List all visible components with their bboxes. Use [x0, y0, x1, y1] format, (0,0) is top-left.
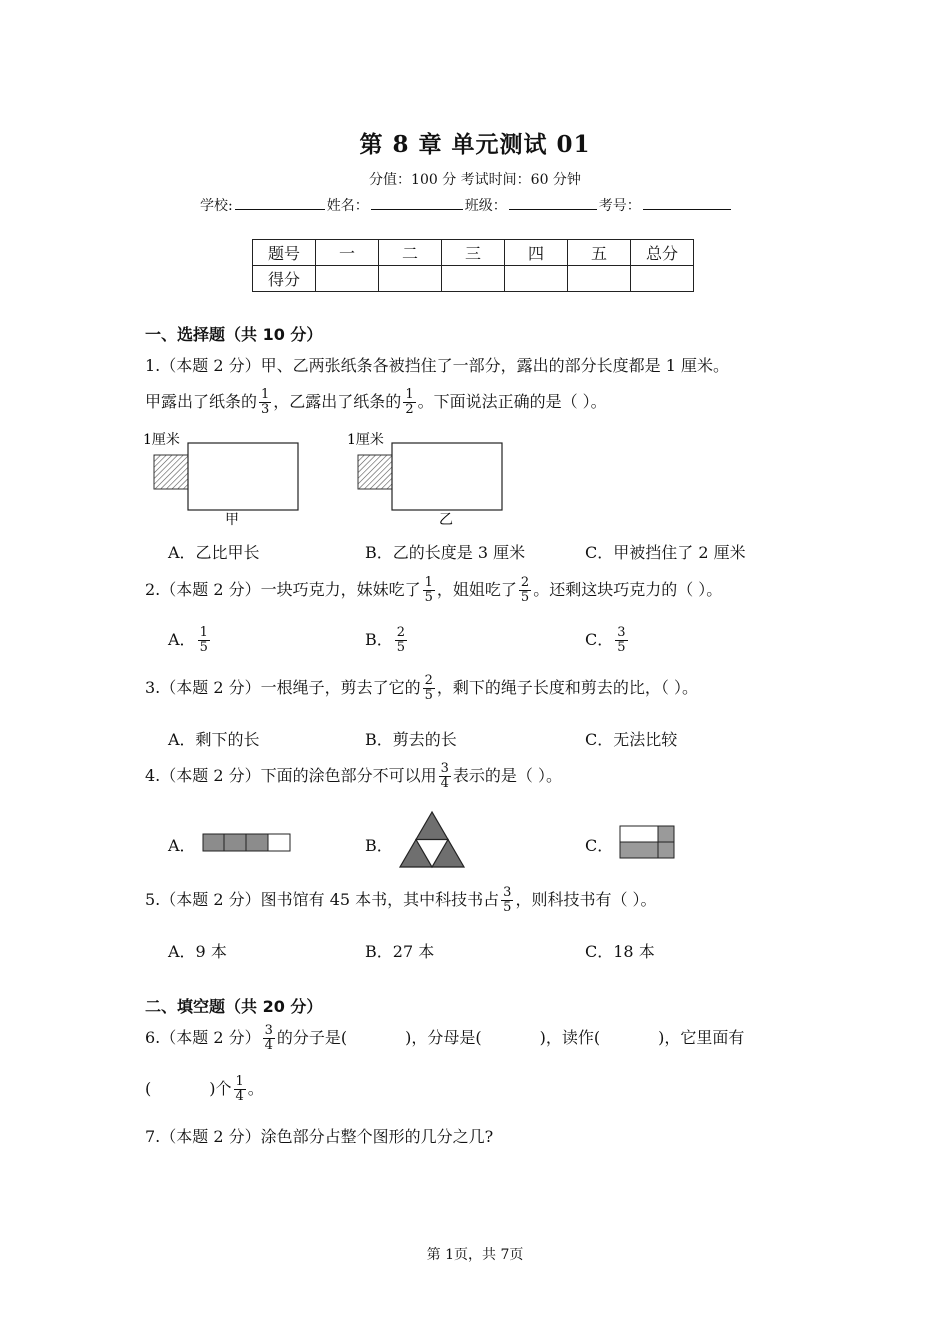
score-cell[interactable] — [568, 266, 631, 292]
fraction-denominator: 5 — [396, 640, 406, 655]
question-5 — [145, 886, 657, 915]
strip-b-cover — [392, 443, 502, 510]
fraction — [615, 626, 627, 655]
q2-text-b: ，姐姐吃了 — [436, 580, 517, 599]
q4-figure-a-bar — [202, 832, 292, 854]
question-4 — [145, 762, 562, 791]
q5-text-a: 5.（本题 2 分）图书馆有 45 本书，其中科技书占 — [145, 890, 500, 909]
q1-option-b[interactable]: B．乙的长度是 3 厘米 — [365, 543, 526, 562]
fraction — [259, 388, 271, 417]
q4-option-b[interactable]: B． — [365, 836, 393, 855]
class-blank[interactable] — [509, 195, 597, 210]
fraction-denominator: 5 — [503, 900, 512, 915]
page-title: 第 8 章 单元测试 01 — [359, 131, 591, 158]
score-table-header-row — [253, 240, 694, 266]
fraction — [263, 1024, 275, 1053]
fraction-denominator: 4 — [264, 1038, 273, 1053]
q1-option-c[interactable]: C．甲被挡住了 2 厘米 — [585, 543, 746, 562]
strip-a-cover — [188, 443, 298, 510]
fraction — [198, 626, 210, 655]
fraction — [423, 576, 435, 605]
q5-option-a[interactable]: A．9 本 — [168, 942, 227, 961]
fraction — [519, 576, 531, 605]
bar-cell-empty — [268, 834, 290, 851]
strip-a-visible-part — [154, 455, 188, 489]
fraction-numerator: 3 — [617, 625, 626, 640]
rect-part-shaded — [658, 842, 674, 858]
q6-text-c: )，分母是( — [405, 1028, 482, 1047]
q5-option-c[interactable]: C．18 本 — [585, 942, 655, 961]
section-heading-choice: 一、选择题（共 10 分） — [145, 325, 323, 344]
q4-text-b: 表示的是（ ）。 — [452, 766, 562, 785]
fraction — [423, 674, 435, 703]
strip-b-caption: 乙 — [439, 512, 453, 528]
q6-text-a: 6.（本题 2 分） — [145, 1028, 261, 1047]
fraction-numerator: 1 — [405, 387, 414, 402]
fraction-numerator: 2 — [520, 575, 530, 590]
fraction-numerator: 1 — [261, 387, 270, 402]
page-footer: 第 1页，共 7页 — [426, 1247, 524, 1263]
q1-text-a: 甲露出了纸条的 — [145, 392, 258, 411]
fraction-numerator: 3 — [440, 761, 449, 776]
name-blank[interactable] — [371, 195, 463, 210]
q2-text-c: 。还剩这块巧克力的（ ）。 — [533, 580, 723, 599]
fraction-denominator: 2 — [405, 402, 414, 417]
rect-part-shaded — [658, 826, 674, 842]
bar-cell-shaded — [224, 834, 246, 851]
q3-option-b[interactable]: B．剪去的长 — [365, 730, 457, 749]
fraction-denominator: 5 — [520, 590, 530, 605]
question-1-line2 — [145, 388, 607, 417]
q4-figure-c-rectangle — [618, 824, 678, 862]
q4-text-a: 4.（本题 2 分）下面的涂色部分不可以用 — [145, 766, 437, 785]
strip-b-label: 1厘米 — [347, 432, 384, 448]
fraction-numerator: 1 — [235, 1074, 244, 1089]
question-2 — [145, 576, 722, 605]
q5-option-b[interactable]: B．27 本 — [365, 942, 435, 961]
fraction-denominator: 5 — [424, 590, 433, 605]
score-row-label: 得分 — [253, 266, 316, 292]
fraction-numerator: 2 — [396, 625, 406, 640]
fraction-denominator: 5 — [199, 640, 208, 655]
score-header-cell: 一 — [316, 240, 379, 266]
name-label: 姓名： — [326, 198, 369, 214]
school-label: 学校: — [200, 198, 233, 214]
score-table-score-row — [253, 266, 694, 292]
score-header-cell: 五 — [568, 240, 631, 266]
strip-a-label: 1厘米 — [143, 432, 180, 448]
score-header-cell: 四 — [505, 240, 568, 266]
fraction — [501, 886, 513, 915]
q6-line2-c: 。 — [247, 1079, 264, 1098]
option-letter: A． — [168, 630, 196, 649]
question-6-line1 — [145, 1024, 744, 1053]
q6-text-d: )，读作( — [539, 1028, 601, 1047]
q1-text-c: 。下面说法正确的是（ ）。 — [417, 392, 607, 411]
q6-text-b: 的分子是( — [276, 1028, 348, 1047]
option-letter: B． — [365, 630, 393, 649]
score-header-cell: 总分 — [631, 240, 694, 266]
class-label: 班级： — [464, 198, 507, 214]
rect-part-white — [620, 826, 658, 842]
question-7: 7.（本题 2 分）涂色部分占整个图形的几分之几? — [145, 1127, 494, 1146]
q3-option-c[interactable]: C．无法比较 — [585, 730, 678, 749]
q1-text-b: ，乙露出了纸条的 — [273, 392, 402, 411]
fraction-numerator: 1 — [424, 575, 433, 590]
q2-option-b[interactable] — [365, 626, 409, 655]
fraction — [403, 388, 415, 417]
question-3 — [145, 674, 698, 703]
number-label: 考号： — [598, 198, 641, 214]
q4-option-a[interactable]: A． — [168, 836, 196, 855]
score-cell[interactable] — [631, 266, 694, 292]
fraction-numerator: 2 — [424, 673, 433, 688]
strip-a-caption: 甲 — [225, 512, 239, 528]
q5-text-b: ，则科技书有（ ）。 — [515, 890, 657, 909]
score-cell[interactable] — [505, 266, 568, 292]
fraction-numerator: 3 — [503, 885, 512, 900]
bar-cell-shaded — [246, 834, 268, 851]
exam-meta: 分值：100 分 考试时间：60 分钟 — [369, 172, 581, 188]
q4-option-c[interactable]: C． — [585, 836, 614, 855]
bar-cell-shaded — [203, 834, 224, 851]
q3-text-b: ，剩下的绳子长度和剪去的比，（ ）。 — [436, 678, 698, 697]
q1-option-a[interactable]: A．乙比甲长 — [168, 543, 260, 562]
score-header-cell: 三 — [442, 240, 505, 266]
q2-text-a: 2.（本题 2 分）一块巧克力，妹妹吃了 — [145, 580, 421, 599]
option-letter: C． — [585, 630, 614, 649]
school-blank[interactable] — [235, 195, 325, 210]
strip-b-visible-part — [358, 455, 392, 489]
fraction — [439, 762, 451, 791]
q6-text-e: )，它里面有 — [658, 1028, 745, 1047]
q4-figure-b-triangle — [398, 810, 468, 870]
q3-option-a[interactable]: A．剩下的长 — [168, 730, 260, 749]
fraction-denominator: 5 — [617, 640, 626, 655]
student-info — [200, 195, 733, 215]
q1-strip-figures — [140, 430, 520, 530]
score-cell[interactable] — [379, 266, 442, 292]
fraction — [395, 626, 407, 655]
q6-line2-a: ( — [145, 1079, 152, 1098]
fraction — [234, 1075, 246, 1104]
number-blank[interactable] — [643, 195, 731, 210]
fraction-numerator: 3 — [264, 1023, 273, 1038]
fraction-denominator: 4 — [235, 1089, 244, 1104]
q6-line2-b: )个 — [209, 1079, 232, 1098]
q2-option-c[interactable] — [585, 626, 630, 655]
fraction-denominator: 5 — [424, 688, 433, 703]
rect-part-shaded — [620, 842, 658, 858]
score-table — [252, 239, 694, 292]
fraction-denominator: 4 — [440, 776, 449, 791]
question-6-line2 — [145, 1075, 264, 1104]
question-1-line1: 1.（本题 2 分）甲、乙两张纸条各被挡住了一部分，露出的部分长度都是 1 厘米。 — [145, 356, 729, 375]
score-cell[interactable] — [316, 266, 379, 292]
q2-option-a[interactable] — [168, 626, 212, 655]
score-header-cell: 题号 — [253, 240, 316, 266]
fraction-denominator: 3 — [261, 402, 270, 417]
section-heading-fill: 二、填空题（共 20 分） — [145, 997, 323, 1016]
score-cell[interactable] — [442, 266, 505, 292]
q3-text-a: 3.（本题 2 分）一根绳子，剪去了它的 — [145, 678, 421, 697]
fraction-numerator: 1 — [199, 625, 208, 640]
score-header-cell: 二 — [379, 240, 442, 266]
